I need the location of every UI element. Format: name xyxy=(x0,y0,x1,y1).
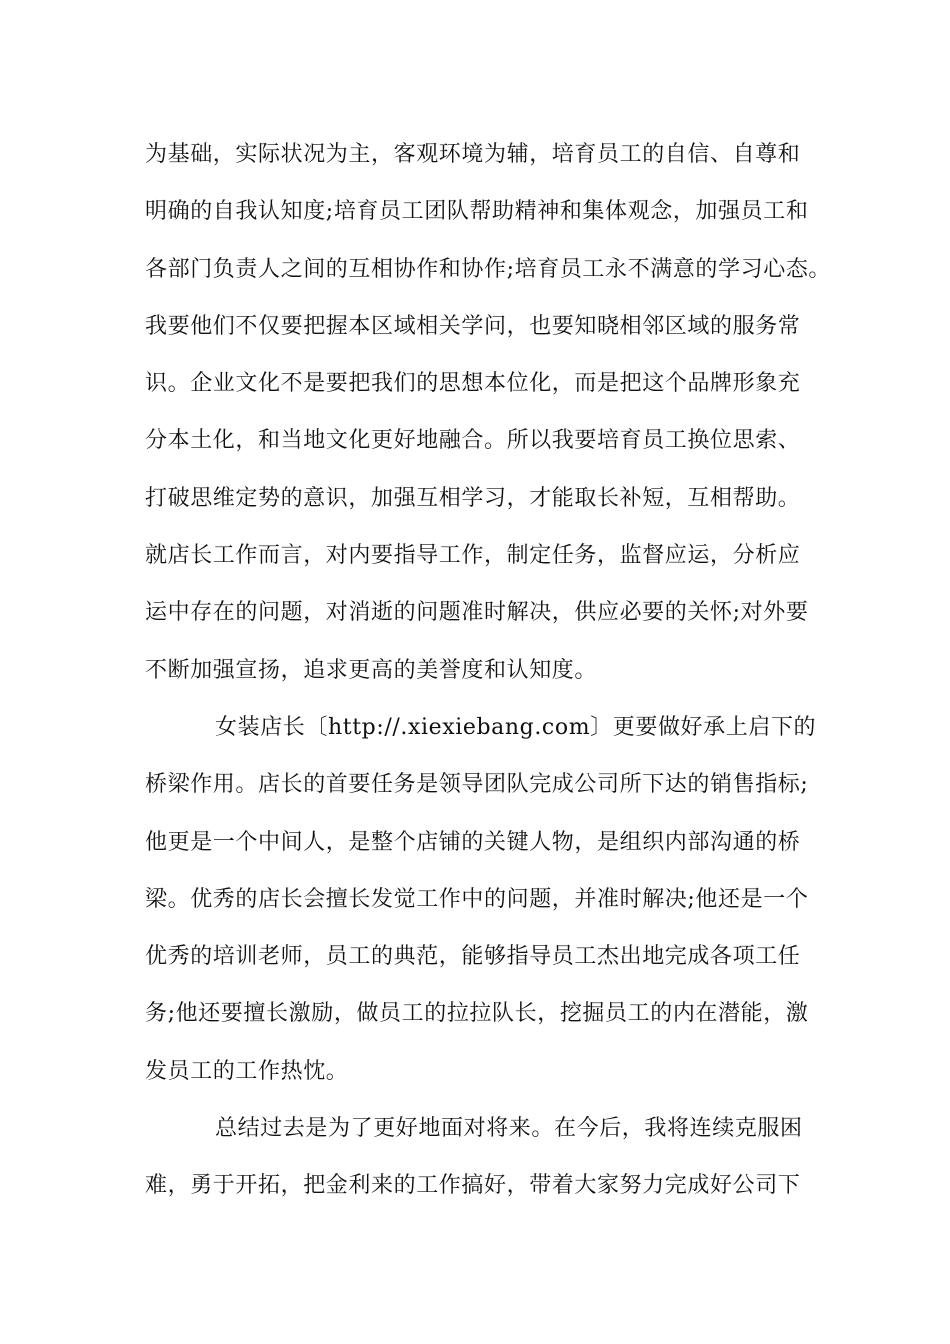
text-line-4: 我要他们不仅要把握本区域相关学问，也要知晓相邻区域的服务常 xyxy=(145,313,801,339)
text-line-6: 分本土化，和当地文化更好地融合。所以我要培育员工换位思索、 xyxy=(145,428,801,454)
text-line-2: 明确的自我认知度;培育员工团队帮助精神和集体观念，加强员工和 xyxy=(145,199,809,225)
text-line-8: 就店长工作而言，对内要指导工作，制定任务，监督应运，分析应 xyxy=(145,543,801,569)
text-line-7: 打破思维定势的意识，加强互相学习，才能取长补短，互相帮助。 xyxy=(145,485,801,511)
text-line-10: 不断加强宣扬，追求更高的美誉度和认知度。 xyxy=(145,657,598,683)
text-line-13: 他更是一个中间人，是整个店铺的关键人物，是组织内部沟通的桥 xyxy=(145,829,801,855)
text-line-12: 桥梁作用。店长的首要任务是领导团队完成公司所下达的销售指标; xyxy=(145,772,809,798)
text-line-1: 为基础，实际状况为主，客观环境为辅，培育员工的自信、自尊和 xyxy=(145,142,801,167)
text-line-15: 优秀的培训老师，员工的典范，能够指导员工杰出地完成各项工任 xyxy=(145,944,801,970)
text-line-16: 务;他还要擅长激励，做员工的拉拉队长，挖掘员工的内在潜能，激 xyxy=(145,1001,809,1027)
text-line-18: 总结过去是为了更好地面对将来。在今后，我将连续克服困 xyxy=(215,1116,803,1142)
text-line-14: 梁。优秀的店长会擅长发觉工作中的问题，并准时解决;他还是一个 xyxy=(145,886,809,912)
text-line-11: 女装店长〔http://.xiexiebang.com〕更要做好承上启下的 xyxy=(215,714,817,740)
text-line-17: 发员工的工作热忱。 xyxy=(145,1058,349,1084)
text-line-5: 识。企业文化不是要把我们的思想本位化，而是把这个品牌形象充 xyxy=(145,371,801,397)
text-line-19: 难，勇于开拓，把金利来的工作搞好，带着大家努力完成好公司下 xyxy=(145,1173,801,1199)
body-text xyxy=(145,126,832,1215)
text-line-3: 各部门负责人之间的互相协作和协作;培育员工永不满意的学习心态。 xyxy=(145,256,832,282)
text-line-9: 运中存在的问题，对消逝的问题准时解决，供应必要的关怀;对外要 xyxy=(145,600,809,626)
